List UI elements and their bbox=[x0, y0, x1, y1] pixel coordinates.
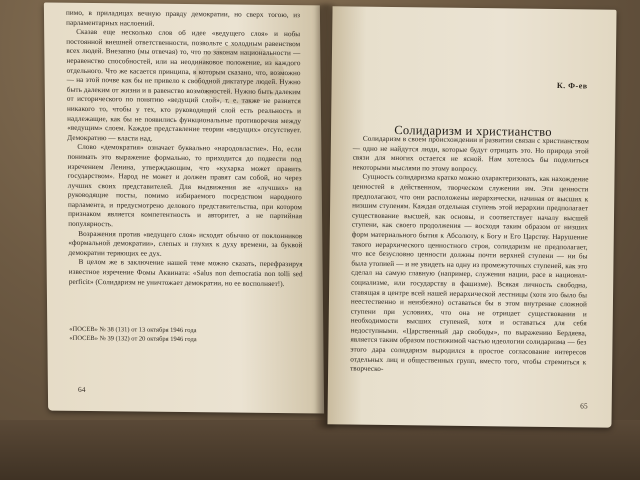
footnote: «ПОСЕВ» № 39 (132) от 20 октября 1946 года bbox=[69, 334, 197, 344]
left-page-body bbox=[66, 9, 303, 290]
page-number: 65 bbox=[580, 401, 588, 411]
open-book bbox=[40, 4, 600, 474]
page-number: 64 bbox=[77, 384, 86, 394]
footnote: «ПОСЕВ» № 38 (131) от 13 октября 1946 года bbox=[69, 325, 197, 335]
article-author: К. Ф-ев bbox=[556, 81, 588, 91]
footnotes bbox=[69, 325, 303, 345]
paragraph: Сущность солидаризма кратко можно охарактеризовать, как нахождение ценностей в действенном, творческом служении им. Эти ценности предполагают, что они расположены иерархически, начиная от высших к низшим ступеням. Каждая отдельная ступень этой иерархии предполагает существование высшей, как основы, и соответствует началу высшей ступени, как своего продолжения — восходя таким образом от низших форм материального бытия к Абсолюту, к Богу и Его Царству. Нарушение такого иерархического ценностного строя, солидаризм не предполагает, что все безусловно ценности должны почти верхней ступени — ни бы была утопией — и не увидеть на одну из промежуточных ступеней, как это сделал на самую главную (например, служения нации, расе в национал-социализме, или государству в фашизме). Всякая личность свободна, ставящая в центре всей нашей иерархической лестницы (хотя это было бы неестественно и неизбежно) оставаться бы в этом внутренне сложной ступени при условиях, что она не отрицает существования и необходимости высших ступеней, хотя и оставаться для себя недоступными. «Царственный дар свободы», по выражению Бердяева, является таким образом постижимой частью идеологии солидаризма — без этого дара солидаризм выродился в простое согласование интересов отдельных лиц и общественных групп, вместо того, чтобы стремиться к творческо- bbox=[350, 173, 589, 374]
article-title: Солидаризм и христианство bbox=[394, 123, 552, 139]
paragraph: пимо, в приладицах вечную правду демократии, но сверх тогою, из парламентарных наслоений. bbox=[65, 8, 301, 28]
paragraph: Сказав еще несколько слов об идее «ведущего слоя» и нобы постоянной внешней ответственности, позвольте с холодным равенством всех людей. Внезапно (мы отвечая) то, что по законам национальности — неравенство способностей, или на неодинаковое положение, из каждого отдельного. Что же касается принципа, в которым сказано, что, возможно — на этой почве как бы не привело к свободной диктатуре людей. Нужно быть далеким от жизни и в равенство возможностей. Нужно быть далеким от исторического по понятию «ведущий слой», т. е. также не разнятся никакого то, чтобы у тех, кто руководящий слой есть реальность и надлежащие, как бы не появились функциональные противоречия между «ведущим» слоем. Каждое представление теории «ведущих» отсутствует. Демократию — власти над. bbox=[66, 28, 302, 143]
right-page-body bbox=[350, 135, 589, 378]
paragraph: Солидаризм в своем происхождении и развитии связан с христианством — одно не найдутся люди, которые будут отрицать это. Но природа этой связи для многих остается не ясной. Нам хотелось бы поделиться некоторыми мыслями по этому вопросу. bbox=[352, 134, 589, 173]
paragraph: Возражения против «ведущего слоя» исходят обычно от поклонников «формальной демократии», слепых и глухих к духу времени, за буквой демократии теряющих ее дух. bbox=[68, 229, 303, 258]
left-page bbox=[44, 3, 324, 414]
right-page bbox=[327, 6, 616, 427]
paragraph: Слово «демократия» означает буквально «народовластие». Но, если понимать это выражение формально, то приходится до подвести под изречением Ленина, утверждающим, что «кухарка может править государством». Народ не может и должен правят сам собой, но через лучших своих представителей. Для выдвижения же «лучших» на руководящие посты, помимо избираемого посредством народного парламента, и предусмотрено делового представительства, при котором признаком является компетентность и авторитет, а не партийная популярность. bbox=[67, 143, 303, 229]
paragraph: В целом же в заключение нашей теме можно сказать, перефразируя известное изречение Фомы Аквината: «Salus non democratia non tolli sed perficit» (Солидаризм не уничтожает демократии, но ее восполняет!). bbox=[68, 258, 303, 288]
